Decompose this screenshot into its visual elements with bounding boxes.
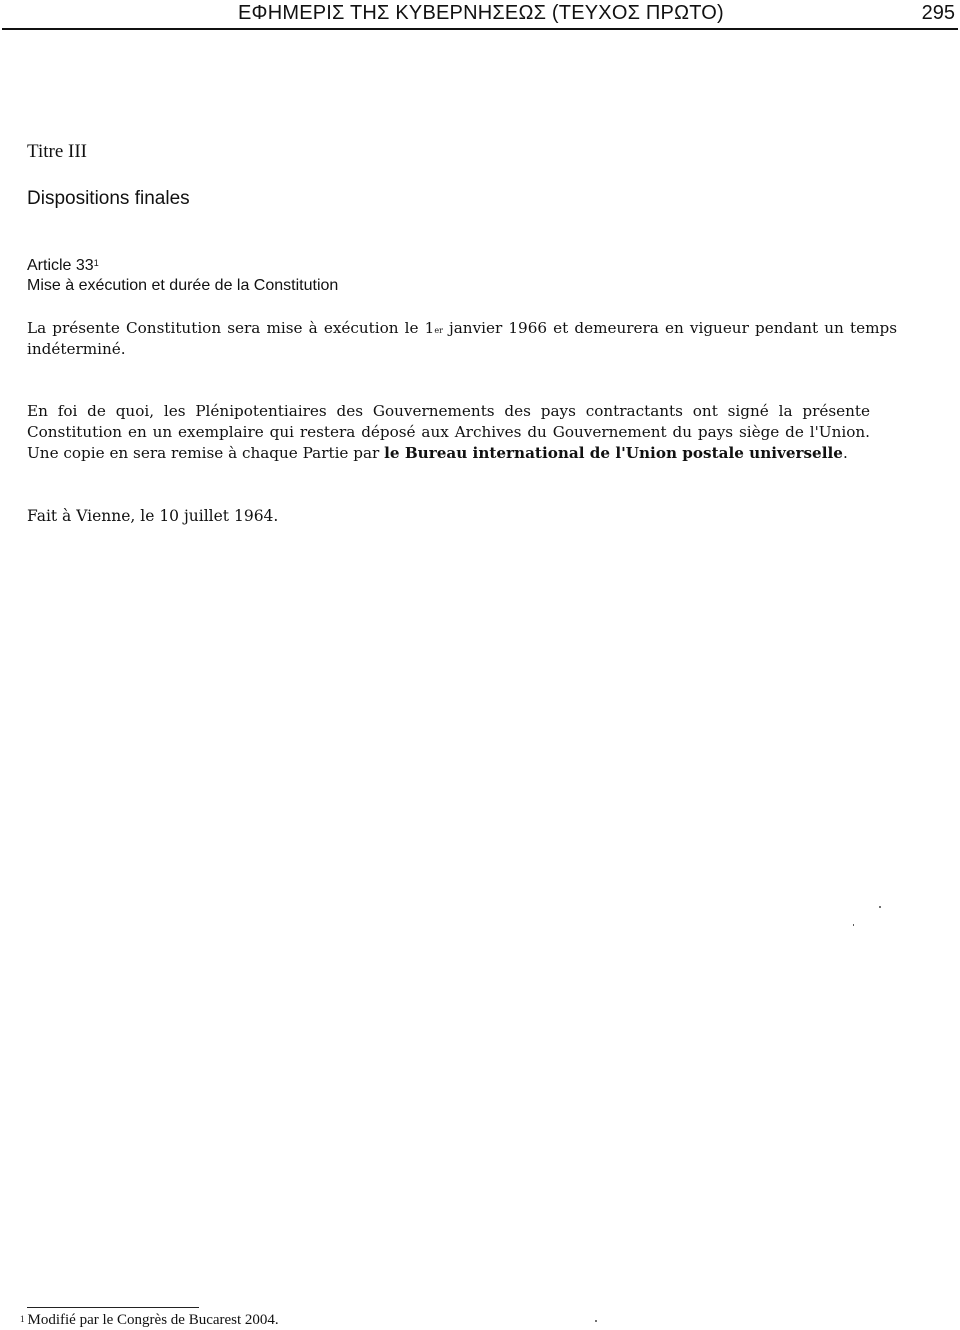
- paragraph-entry-into-force: [27, 318, 897, 360]
- paragraph-2-text: En foi de quoi, les Plénipotentiaires des Gouvernements des pays contractants ont signé la présente Constitution en un exemplaire qui restera déposé aux Archives du Gouvernement du pays siège de l'Union. Une copie en sera remise à chaque Partie par: [27, 402, 870, 462]
- gazette-title: ΕΦΗΜΕΡΙΣ ΤΗΣ ΚΥΒΕΡΝΗΣΕΩΣ (ΤΕΥΧΟΣ ΠΡΩΤΟ): [238, 2, 724, 24]
- page-number: 295: [921, 2, 955, 24]
- paragraph-1-text-start: La présente Constitution sera mise à exécution le 1: [27, 319, 435, 337]
- scan-speck: [595, 1320, 597, 1322]
- footnote-marker: 1: [20, 1314, 25, 1324]
- footnote: [20, 1312, 279, 1329]
- paragraph-1-text-end: janvier 1966 et demeurera en vigueur pendant un temps indéterminé.: [27, 319, 897, 358]
- paragraph-2-end: .: [842, 444, 848, 462]
- footnote-ref: 1: [93, 258, 99, 268]
- paragraph-signature-clause: [27, 401, 870, 464]
- ordinal-superscript: er: [434, 326, 443, 335]
- header-rule: [2, 28, 958, 30]
- part-name: Dispositions finales: [27, 188, 190, 209]
- part-title: Titre III: [27, 141, 87, 162]
- place-date-signoff: Fait à Vienne, le 10 juillet 1964.: [27, 507, 279, 525]
- article-label: Article 33: [27, 257, 94, 274]
- paragraph-2-bold-text: le Bureau international de l'Union postale universelle: [384, 444, 843, 462]
- footnote-text: Modifié par le Congrès de Bucarest 2004.: [27, 1312, 279, 1328]
- scan-speck: [879, 906, 881, 908]
- footnote-rule: [27, 1307, 199, 1308]
- running-header: [0, 0, 960, 30]
- article-heading: Mise à exécution et durée de la Constitution: [27, 277, 339, 294]
- article-number: [27, 257, 99, 275]
- scan-speck: [853, 924, 854, 926]
